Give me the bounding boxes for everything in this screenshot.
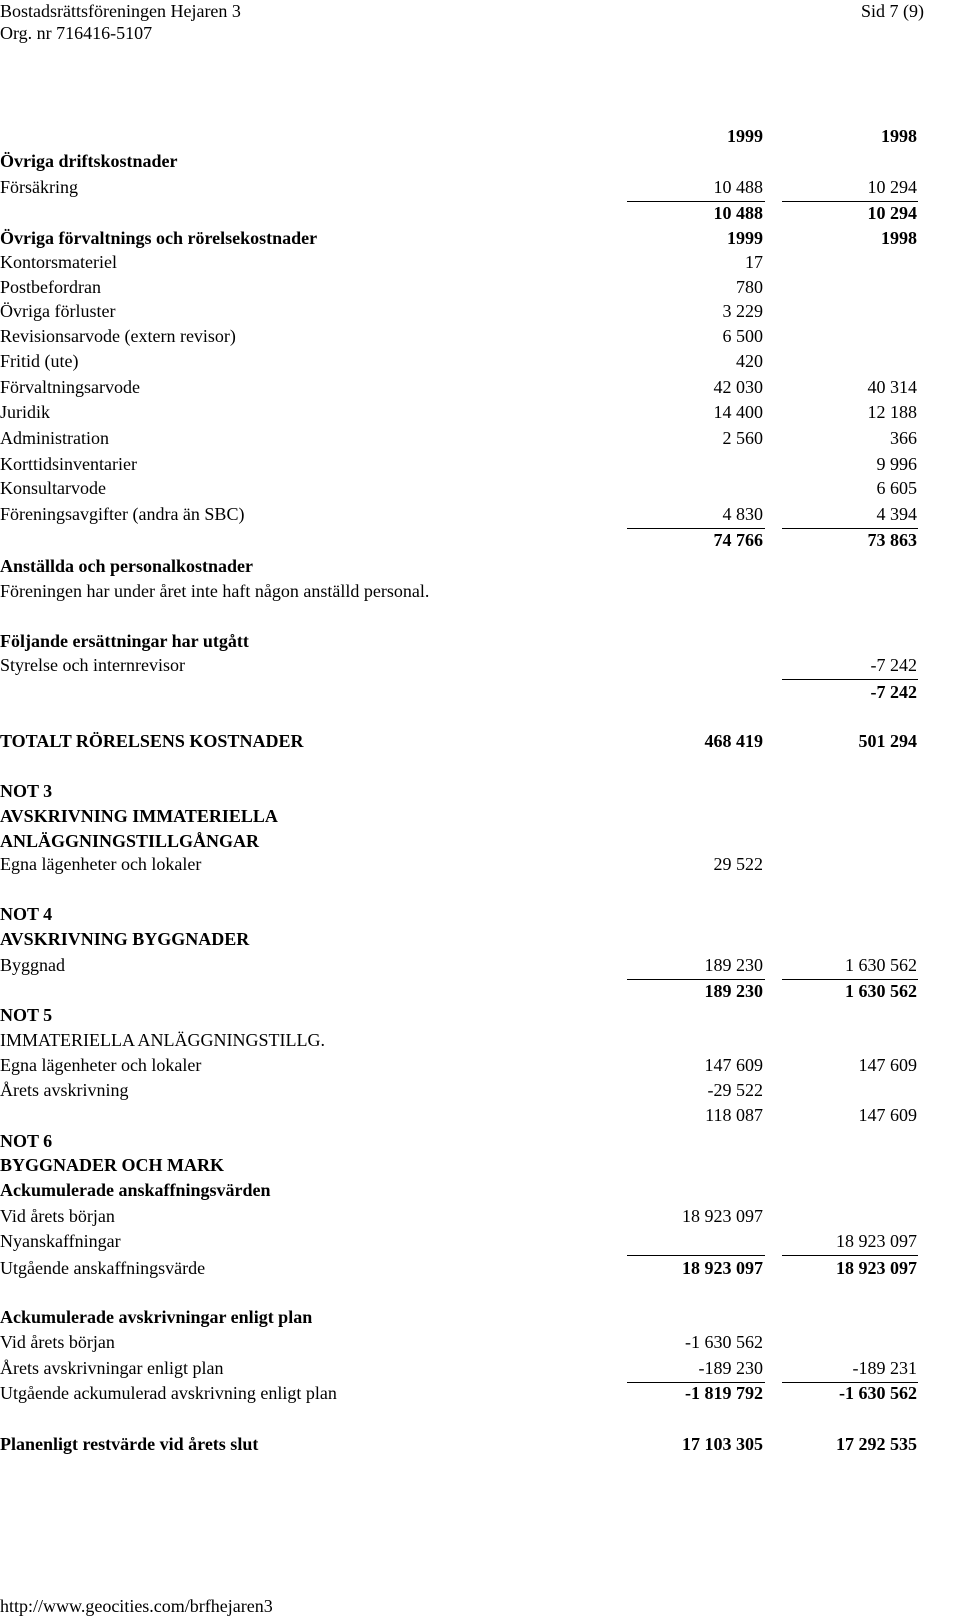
table-row (0, 126, 960, 150)
value-1998: 501 294 (858, 731, 917, 751)
table-row (0, 955, 960, 979)
table-row (0, 377, 960, 401)
value-1999: 74 766 (713, 530, 763, 550)
table-row (0, 1332, 960, 1356)
page-number: Sid 7 (9) (861, 1, 924, 21)
table-row (0, 277, 960, 301)
value-1998: 10 294 (867, 203, 917, 223)
row-label: AVSKRIVNING BYGGNADER (0, 929, 250, 949)
table-row (0, 301, 960, 325)
table-row (0, 1258, 960, 1282)
row-label: Juridik (0, 402, 51, 422)
table-row (0, 631, 960, 655)
row-label: Föreningsavgifter (andra än SBC) (0, 504, 245, 524)
row-label: IMMATERIELLA ANLÄGGNINGSTILLG. (0, 1030, 325, 1050)
table-row (0, 402, 960, 426)
value-1999: 10 488 (713, 203, 763, 223)
sum-underline (627, 528, 765, 529)
table-row (0, 556, 960, 580)
sum-underline (627, 979, 765, 980)
table-row (0, 929, 960, 953)
value-1998: -7 242 (870, 655, 917, 675)
table-row (0, 1105, 960, 1129)
sum-underline (782, 1255, 918, 1256)
value-1998: 40 314 (867, 377, 917, 397)
sum-underline (782, 979, 918, 980)
value-1998: 366 (890, 428, 917, 448)
table-row (0, 981, 960, 1005)
row-label: Anställda och personalkostnader (0, 556, 254, 576)
table-row (0, 504, 960, 528)
table-row (0, 428, 960, 452)
header-left (0, 0, 241, 44)
table-row (0, 1383, 960, 1407)
value-1998: 1 630 562 (845, 981, 917, 1001)
row-label: Administration (0, 428, 109, 448)
value-1998: 147 609 (858, 1055, 917, 1075)
table-row (0, 252, 960, 276)
row-label: NOT 4 (0, 904, 53, 924)
row-label: Planenligt restvärde vid årets slut (0, 1434, 259, 1454)
table-row (0, 1434, 960, 1458)
row-label: NOT 3 (0, 781, 53, 801)
value-1999: 420 (736, 351, 763, 371)
value-1998: 9 996 (876, 454, 917, 474)
value-1999: -1 819 792 (685, 1383, 763, 1403)
row-label: Revisionsarvode (extern revisor) (0, 326, 236, 346)
sum-underline (627, 1255, 765, 1256)
table-row (0, 904, 960, 928)
row-label: Utgående ackumulerad avskrivning enligt plan (0, 1383, 337, 1403)
table-row (0, 1055, 960, 1079)
row-label: Övriga förluster (0, 301, 116, 321)
value-1998: 18 923 097 (836, 1231, 917, 1251)
row-label: Egna lägenheter och lokaler (0, 854, 202, 874)
table-row (0, 1080, 960, 1104)
value-1999: 468 419 (704, 731, 763, 751)
value-1998: 1998 (881, 228, 917, 248)
row-label: Vid årets början (0, 1206, 115, 1226)
table-row (0, 203, 960, 227)
table-row (0, 351, 960, 375)
row-label: Konsultarvode (0, 478, 106, 498)
table-row (0, 831, 960, 855)
value-1998: 4 394 (876, 504, 917, 524)
row-label: Årets avskrivning (0, 1080, 129, 1100)
value-1998: -7 242 (870, 682, 917, 702)
row-label: Försäkring (0, 177, 78, 197)
value-1999: 6 500 (722, 326, 763, 346)
table-row (0, 1155, 960, 1179)
table-row (0, 530, 960, 554)
row-label: Korttidsinventarier (0, 454, 137, 474)
table-row (0, 1030, 960, 1054)
row-label: Årets avskrivningar enligt plan (0, 1358, 224, 1378)
org-number: Org. nr 716416-5107 (0, 23, 153, 43)
table-row (0, 1005, 960, 1029)
table-row (0, 228, 960, 252)
row-label: Postbefordran (0, 277, 101, 297)
row-label: Följande ersättningar har utgått (0, 631, 249, 651)
row-label: Nyanskaffningar (0, 1231, 121, 1251)
table-row (0, 454, 960, 478)
value-1998: 17 292 535 (836, 1434, 917, 1454)
row-label: Egna lägenheter och lokaler (0, 1055, 202, 1075)
value-1999: -189 230 (698, 1358, 763, 1378)
sum-underline (627, 1382, 765, 1383)
value-1999: 147 609 (704, 1055, 763, 1075)
table-row (0, 581, 960, 605)
table-row (0, 1231, 960, 1255)
row-label: Förvaltningsarvode (0, 377, 140, 397)
table-row (0, 326, 960, 350)
table-row (0, 781, 960, 805)
footer-url: http://www.geocities.com/brfhejaren3 (0, 1596, 273, 1616)
row-label: Övriga driftskostnader (0, 151, 178, 171)
row-label: Fritid (ute) (0, 351, 79, 371)
row-label: Ackumulerade anskaffningsvärden (0, 1180, 271, 1200)
sum-underline (782, 201, 918, 202)
value-1999: 17 103 305 (682, 1434, 763, 1454)
table-row (0, 1307, 960, 1331)
table-row (0, 682, 960, 706)
org-name: Bostadsrättsföreningen Hejaren 3 (0, 1, 241, 21)
value-1999: 17 (745, 252, 763, 272)
row-label: BYGGNADER OCH MARK (0, 1155, 224, 1175)
table-row (0, 1358, 960, 1382)
value-1999: 189 230 (704, 981, 763, 1001)
value-1999: 189 230 (704, 955, 763, 975)
row-label: Övriga förvaltnings och rörelsekostnader (0, 228, 318, 248)
value-1999: 1999 (727, 126, 763, 146)
table-row (0, 151, 960, 175)
sum-underline (782, 679, 918, 680)
table-row (0, 806, 960, 830)
row-label: TOTALT RÖRELSENS KOSTNADER (0, 731, 304, 751)
value-1999: 29 522 (713, 854, 763, 874)
value-1999: 10 488 (713, 177, 763, 197)
row-label: Vid årets början (0, 1332, 115, 1352)
value-1999: 4 830 (722, 504, 763, 524)
value-1999: 18 923 097 (682, 1258, 763, 1278)
row-label: Byggnad (0, 955, 65, 975)
value-1999: 2 560 (722, 428, 763, 448)
table-row (0, 177, 960, 201)
row-label: NOT 6 (0, 1131, 53, 1151)
value-1998: 6 605 (876, 478, 917, 498)
value-1998: 147 609 (858, 1105, 917, 1125)
value-1999: -1 630 562 (685, 1332, 763, 1352)
row-label: NOT 5 (0, 1005, 53, 1025)
value-1999: 3 229 (722, 301, 763, 321)
value-1999: 14 400 (713, 402, 763, 422)
value-1999: 1999 (727, 228, 763, 248)
value-1999: 118 087 (705, 1105, 763, 1125)
value-1998: 12 188 (867, 402, 917, 422)
row-label: ANLÄGGNINGSTILLGÅNGAR (0, 831, 260, 851)
row-label: AVSKRIVNING IMMATERIELLA (0, 806, 278, 826)
value-1998: 18 923 097 (836, 1258, 917, 1278)
table-row (0, 655, 960, 679)
sum-underline (782, 1382, 918, 1383)
row-label: Ackumulerade avskrivningar enligt plan (0, 1307, 313, 1327)
value-1999: -29 522 (707, 1080, 763, 1100)
sum-underline (782, 528, 918, 529)
value-1999: 780 (736, 277, 763, 297)
row-label: Kontorsmateriel (0, 252, 117, 272)
table-row (0, 478, 960, 502)
value-1998: 10 294 (867, 177, 917, 197)
value-1998: 1998 (881, 126, 917, 146)
value-1999: 18 923 097 (682, 1206, 763, 1226)
row-label: Styrelse och internrevisor (0, 655, 185, 675)
table-row (0, 1180, 960, 1204)
value-1998: -189 231 (852, 1358, 917, 1378)
row-label: Föreningen har under året inte haft någon anställd personal. (0, 581, 430, 601)
sum-underline (627, 201, 765, 202)
value-1999: 42 030 (713, 377, 763, 397)
value-1998: 1 630 562 (845, 955, 917, 975)
value-1998: -1 630 562 (839, 1383, 917, 1403)
value-1998: 73 863 (867, 530, 917, 550)
table-row (0, 731, 960, 755)
table-row (0, 1206, 960, 1230)
table-row (0, 1131, 960, 1155)
row-label: Utgående anskaffningsvärde (0, 1258, 206, 1278)
table-row (0, 854, 960, 878)
